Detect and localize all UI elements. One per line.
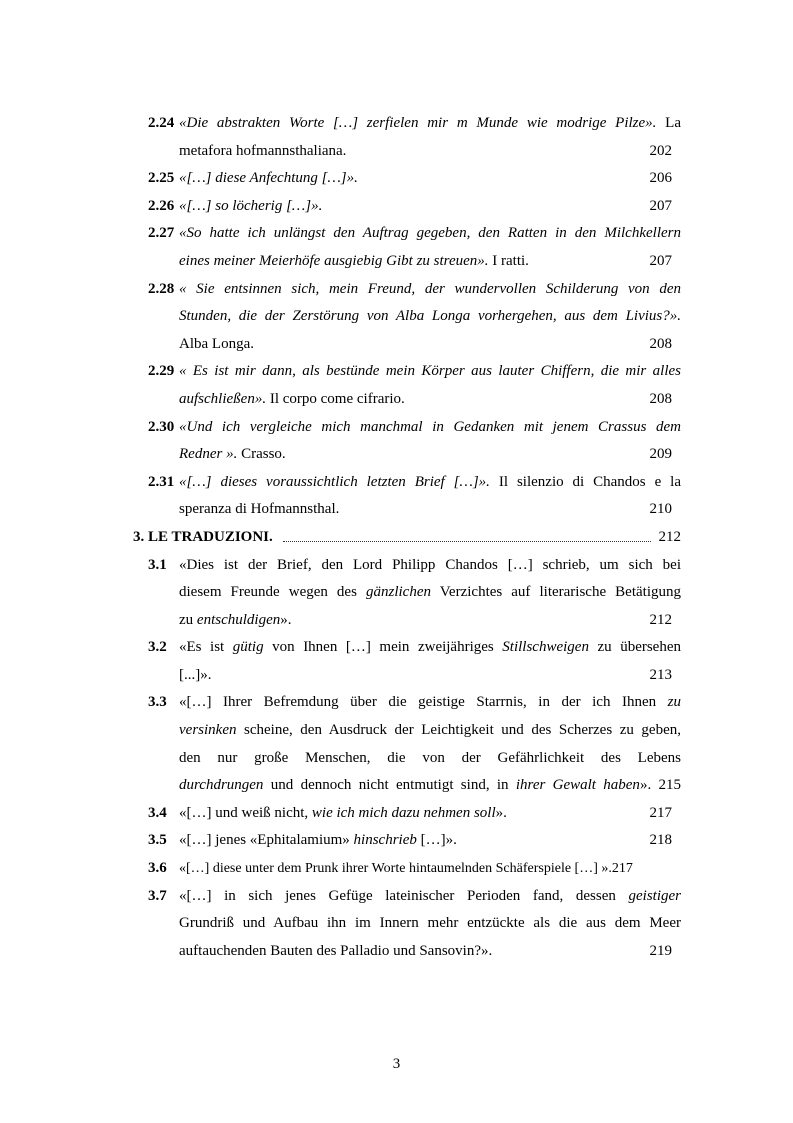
page-ref: 217 (649, 804, 672, 821)
page-ref: 208 (649, 390, 672, 407)
entry-number: 3.4 (148, 804, 167, 821)
entry-number: 2.30 (148, 418, 175, 435)
toc-entry-3-6 (148, 855, 681, 883)
entry-number: 3.7 (148, 887, 167, 904)
entry-number: 2.29 (148, 363, 175, 380)
toc-entry-2-30 (148, 414, 681, 469)
page-ref: 208 (649, 335, 672, 352)
entry-text: «[…] und weiß nicht, wie ich mich dazu nehmen soll». (179, 804, 507, 821)
entry-text: «Und ich vergleiche mich manchmal in Gedanken mit jenem Crassus dem (179, 418, 681, 435)
page-ref: 212 (649, 611, 672, 628)
entry-number: 3.5 (148, 832, 167, 849)
page-ref: 202 (649, 142, 672, 159)
entry-text-cont: Stunden, die der Zerstörung von Alba Longa vorhergehen, aus dem Livius?». (179, 308, 681, 325)
page-ref: 213 (649, 666, 672, 683)
page-ref: 206 (649, 170, 672, 187)
entry-text: «[…] in sich jenes Gefüge lateinischer Perioden fand, dessen geistiger (179, 887, 681, 904)
entry-number: 2.25 (148, 170, 175, 187)
toc-entry-2-25 (148, 165, 681, 193)
entry-text-cont: diesem Freunde wegen des gänzlichen Verzichtes auf literarische Betätigung (179, 584, 681, 601)
entry-number: 2.31 (148, 473, 175, 490)
entry-text: « Sie entsinnen sich, mein Freund, der wundervollen Schilderung von den (179, 280, 681, 297)
page-ref: 218 (649, 832, 672, 849)
entry-number: 3.6 (148, 860, 167, 877)
entry-number: 2.26 (148, 197, 175, 214)
entry-number: 2.27 (148, 225, 175, 242)
page-ref: 207 (649, 197, 672, 214)
entry-text-cont: [...]». (179, 666, 212, 683)
page-number: 3 (392, 1056, 401, 1072)
toc-entry-3-1 (148, 552, 681, 635)
entry-text: «So hatte ich unlängst den Auftrag gegeben, den Ratten in den Milchkellern (179, 225, 681, 242)
entry-text-cont: durchdrungen und dennoch nicht entmutigt sind, in ihrer Gewalt haben». 215 (179, 777, 682, 794)
toc-entry-3-3 (148, 689, 681, 799)
entry-text: «[…] so löcherig […]». (179, 197, 323, 214)
toc-entry-2-31 (148, 469, 681, 524)
entry-text-cont: Grundriß und Aufbau ihn im Innern mehr entzückte als die aus dem Meer (179, 915, 681, 932)
toc-entry-2-26 (148, 193, 681, 221)
entry-text-cont: eines meiner Meierhöfe ausgiebig Gibt zu streuen». I ratti. (179, 252, 529, 269)
entry-text: «[…] dieses voraussichtlich letzten Brief […]». Il silenzio di Chandos e la (179, 473, 681, 490)
toc-entry-3-2 (148, 634, 681, 689)
entry-text-cont: metafora hofmannsthaliana. (179, 142, 347, 159)
entry-text: «[…] diese unter dem Prunk ihrer Worte hintaumelnden Schäferspiele […] ».217 (179, 861, 633, 877)
toc-entry-3-4 (148, 800, 681, 828)
entry-number: 2.28 (148, 280, 175, 297)
entry-text: «Die abstrakten Worte […] zerfielen mir m Munde wie modrige Pilze». La (179, 115, 681, 131)
entry-number: 3.2 (148, 639, 167, 656)
entry-text: «[…] jenes «Ephitalamium» hinschrieb […]». (179, 832, 457, 849)
entry-number: 3.1 (148, 556, 167, 573)
chapter-heading (133, 524, 681, 552)
entry-text-cont: versinken scheine, den Ausdruck der Leichtigkeit und des Scherzes zu geben, (179, 722, 681, 739)
entry-text-cont: auftauchenden Bauten des Palladio und Sansovin?». (179, 942, 493, 959)
entry-text-cont: den nur große Menschen, die von der Gefährlichkeit des Lebens (179, 749, 681, 766)
toc-entry-2-29 (148, 358, 681, 413)
entry-text: «[…] Ihrer Befremdung über die geistige Starrnis, in der ich Ihnen zu (179, 694, 681, 711)
page-ref: 209 (649, 446, 672, 463)
toc-entry-3-7 (148, 883, 681, 966)
entry-text-cont: Redner ». Crasso. (179, 446, 286, 463)
chapter-title: 3. LE TRADUZIONI. (133, 528, 273, 545)
toc-entry-2-28 (148, 276, 681, 359)
entry-text: « Es ist mir dann, als bestünde mein Körper aus lauter Chiffern, die mir alles (179, 363, 681, 380)
toc-entry-2-27 (148, 220, 681, 275)
chapter-page-ref: 212 (656, 524, 682, 552)
toc-entry-3-5 (148, 827, 681, 855)
entry-text-cont: zu entschuldigen». (179, 611, 292, 628)
entry-text: «Es ist gütig von Ihnen […] mein zweijähriges Stillschweigen zu übersehen (179, 639, 681, 656)
page-ref: 219 (649, 942, 672, 959)
page-ref: 207 (649, 252, 672, 269)
dot-leader (283, 541, 651, 542)
toc-entry-2-24 (148, 110, 681, 165)
entry-text-cont: Alba Longa. (179, 335, 254, 352)
entry-text-cont: speranza di Hofmannsthal. (179, 501, 340, 518)
page-ref: 210 (649, 501, 672, 518)
entry-number: 2.24 (148, 115, 175, 131)
entry-text-cont: aufschließen». Il corpo come cifrario. (179, 390, 405, 407)
entry-text: «Dies ist der Brief, den Lord Philipp Chandos […] schrieb, um sich bei (179, 556, 681, 573)
table-of-contents (0, 110, 793, 965)
entry-text: «[…] diese Anfechtung […]». (179, 170, 358, 187)
entry-number: 3.3 (148, 694, 167, 711)
